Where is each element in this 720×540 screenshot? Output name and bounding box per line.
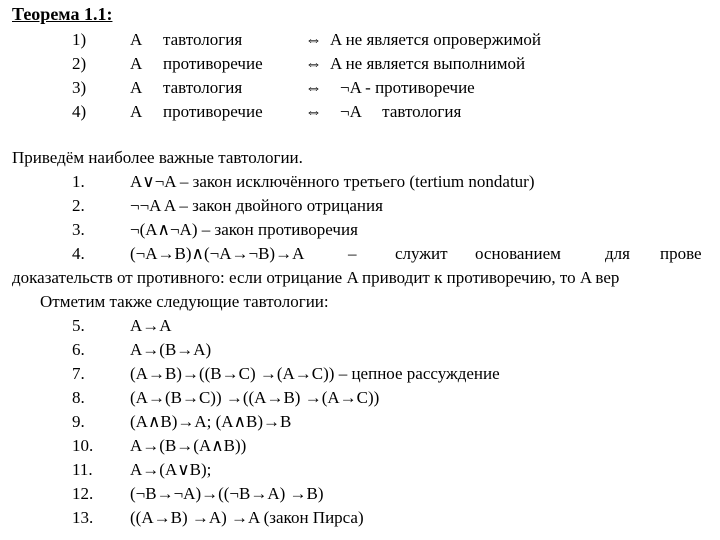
item-number: 11. <box>72 460 93 479</box>
item-word: служит <box>395 244 448 263</box>
theorem-title: Теорема 1.1: <box>12 4 113 24</box>
theorem-row-variable: A <box>130 102 143 121</box>
item-number: 6. <box>72 340 85 359</box>
item-number: 7. <box>72 364 85 383</box>
item-formula: (¬A→B)∧(¬A→¬B)→A <box>130 244 305 263</box>
item-number: 10. <box>72 436 94 455</box>
item-word: основанием <box>475 244 561 263</box>
theorem-row-number: 2) <box>72 54 87 73</box>
theorem-row-number: 1) <box>72 30 87 49</box>
theorem-row-term: тавтология <box>163 30 243 49</box>
item-formula: A→(A∨B); <box>130 460 212 479</box>
item-formula: (¬B→¬A)→((¬B→A) →B) <box>130 484 324 503</box>
theorem-row-statement: ¬A - противоречие <box>340 78 475 97</box>
theorem-row-statement: ¬A тавтология <box>340 102 462 121</box>
theorem-row-number: 3) <box>72 78 87 97</box>
item-formula: ((A→B) →A) →A (закон Пирса) <box>130 508 364 527</box>
item-formula: A∨¬A – закон исключённого третьего (tertium nondatur) <box>130 172 535 191</box>
item-number: 13. <box>72 508 94 527</box>
item-number: 1. <box>72 172 85 191</box>
item-word: для <box>605 244 630 263</box>
item-formula: (A→B)→((B→C) →(A→C)) – цепное рассуждение <box>130 364 500 383</box>
item-formula: ¬(A∧¬A) – закон противоречия <box>130 220 358 239</box>
intro-text: Приведём наиболее важные тавтологии. <box>12 148 303 167</box>
theorem-row-term: противоречие <box>163 102 263 121</box>
theorem-row-term: тавтология <box>163 78 243 97</box>
item-formula: A→A <box>130 316 172 335</box>
item-formula: (A∧B)→A; (A∧B)→B <box>130 412 292 431</box>
item-continuation: доказательств от противного: если отрицание A приводит к противоречию, то A вер <box>12 268 620 287</box>
theorem-row-variable: A <box>130 78 143 97</box>
theorem-row-number: 4) <box>72 102 87 121</box>
item-number: 9. <box>72 412 85 431</box>
item-number: 5. <box>72 316 85 335</box>
item-word: прове <box>660 244 702 263</box>
theorem-row-term: противоречие <box>163 54 263 73</box>
equivalence-symbol: ⇔ <box>305 78 322 97</box>
theorem-row-variable: A <box>130 30 143 49</box>
equivalence-symbol: ⇔ <box>305 102 322 121</box>
item-formula: (A→(B→C)) →((A→B) →(A→C)) <box>130 388 380 407</box>
item-formula: A→(B→A) <box>130 340 212 359</box>
item-formula: A→(B→(A∧B)) <box>130 436 247 455</box>
item-number: 8. <box>72 388 85 407</box>
equivalence-symbol: ⇔ <box>305 54 322 73</box>
theorem-row-statement: A не является выполнимой <box>330 54 526 73</box>
item-number: 4. <box>72 244 85 263</box>
item-number: 12. <box>72 484 94 503</box>
item-formula: ¬¬A A – закон двойного отрицания <box>130 196 383 215</box>
item-number: 2. <box>72 196 85 215</box>
theorem-row-statement: A не является опровержимой <box>330 30 541 49</box>
item-word: – <box>348 244 357 263</box>
equivalence-symbol: ⇔ <box>305 30 322 49</box>
theorem-row-variable: A <box>130 54 143 73</box>
item-number: 3. <box>72 220 85 239</box>
section-text: Отметим также следующие тавтологии: <box>40 292 329 311</box>
